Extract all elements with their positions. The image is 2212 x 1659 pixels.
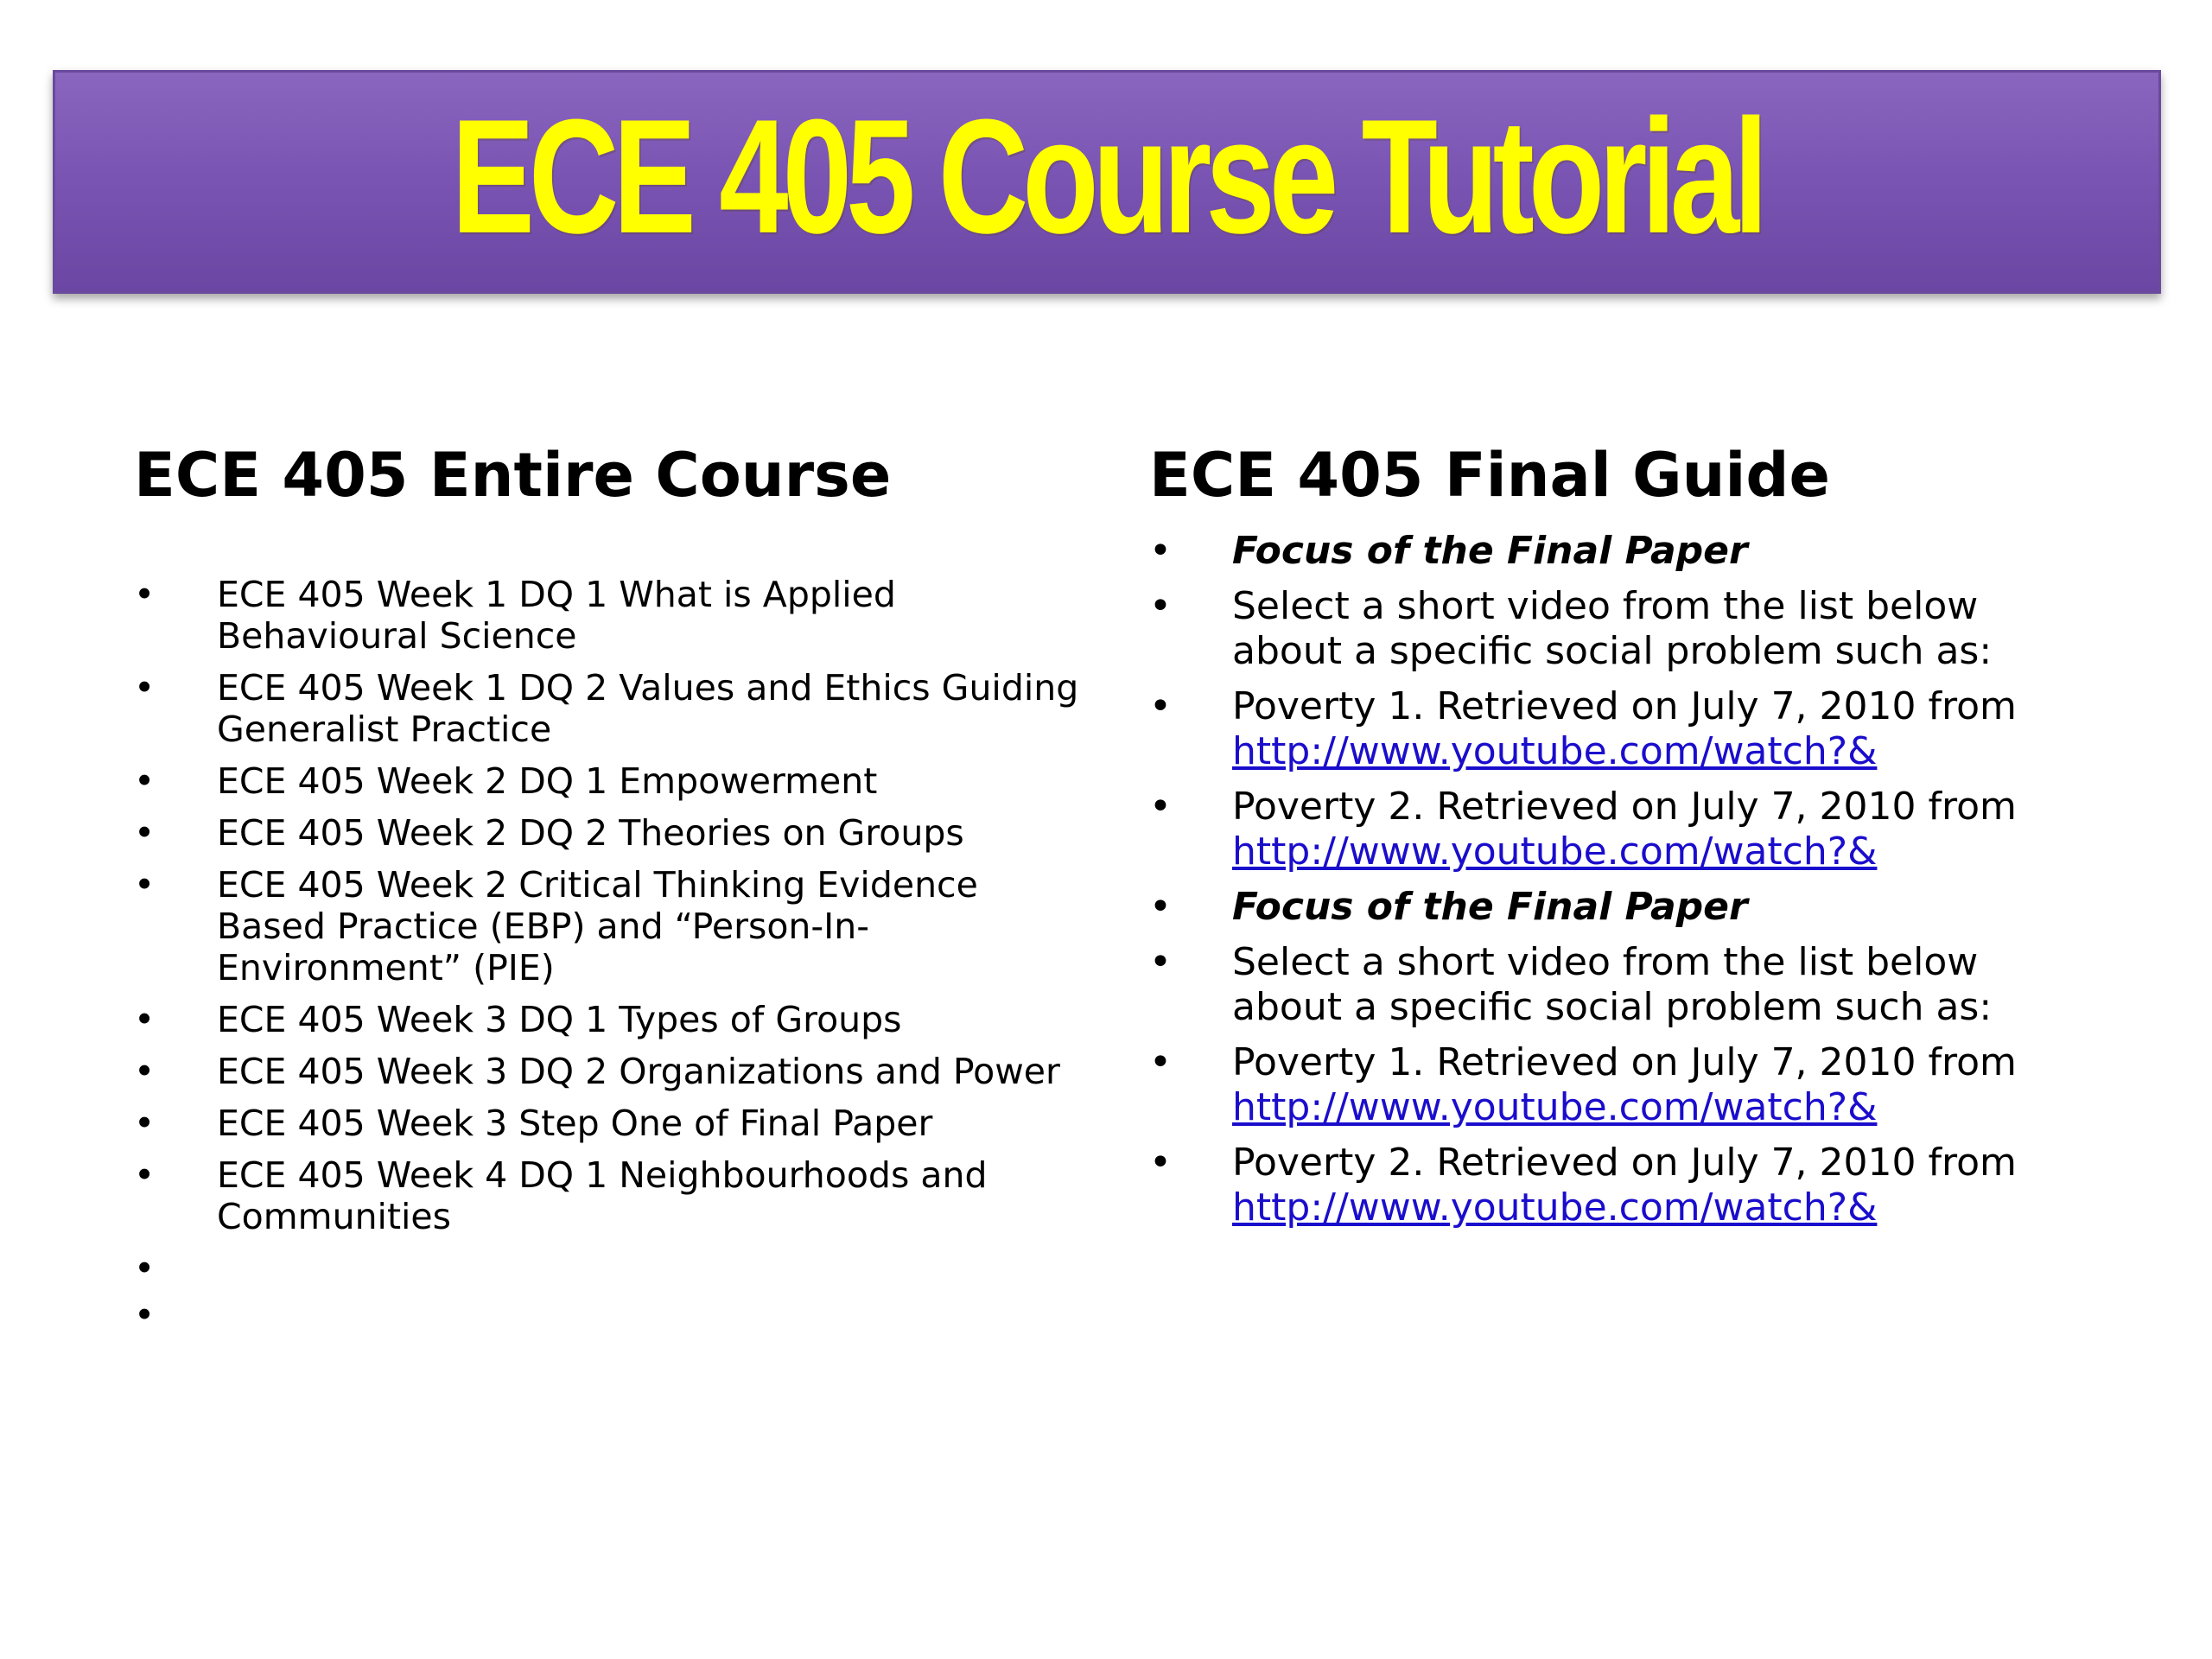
focus-heading: Focus of the Final Paper xyxy=(1232,885,1748,929)
list-item xyxy=(134,1051,1102,1092)
list-item xyxy=(1149,885,2100,930)
bullet-icon: • xyxy=(134,864,156,906)
bullet-icon: • xyxy=(134,667,156,709)
bullet-icon: • xyxy=(134,1051,156,1092)
list-item xyxy=(1149,1141,2100,1230)
page-title: ECE 405 Course Tutorial xyxy=(451,85,1763,268)
list-item xyxy=(1149,785,2100,874)
final-guide-heading: ECE 405 Final Guide xyxy=(1149,440,1830,511)
bullet-icon: • xyxy=(134,1154,156,1196)
bullet-icon: • xyxy=(134,1248,156,1289)
list-item-text: Select a short video from the list below about a specific social problem such as: xyxy=(1232,940,1993,1029)
bullet-icon: • xyxy=(1149,1141,1172,1185)
list-item-text: ECE 405 Week 3 Step One of Final Paper xyxy=(217,1103,933,1144)
bullet-icon: • xyxy=(134,999,156,1040)
list-item-text: ECE 405 Week 2 Critical Thinking Evidence Based Practice (EBP) and “Person-In- Environment” (PIE) xyxy=(217,864,978,988)
list-item xyxy=(1149,684,2100,774)
entire-course-column xyxy=(134,432,1102,1341)
final-guide-column xyxy=(1149,432,2100,1241)
youtube-link[interactable]: http://www.youtube.com/watch?& xyxy=(1232,1185,1878,1230)
entire-course-list xyxy=(134,574,1102,1336)
empty-list-item xyxy=(134,1294,1102,1336)
bullet-icon: • xyxy=(134,1103,156,1144)
list-item-text: Select a short video from the list below about a specific social problem such as: xyxy=(1232,584,1993,673)
list-item xyxy=(1149,1040,2100,1130)
list-item xyxy=(134,999,1102,1040)
bullet-icon: • xyxy=(1149,529,1172,573)
entire-course-heading: ECE 405 Entire Course xyxy=(134,440,892,511)
list-item xyxy=(134,667,1102,750)
list-item-text: ECE 405 Week 3 DQ 1 Types of Groups xyxy=(217,999,902,1040)
bullet-icon: • xyxy=(1149,885,1172,929)
final-guide-list xyxy=(1149,529,2100,1230)
bullet-icon: • xyxy=(1149,940,1172,984)
bullet-icon: • xyxy=(1149,584,1172,628)
bullet-icon: • xyxy=(134,760,156,802)
youtube-link[interactable]: http://www.youtube.com/watch?& xyxy=(1232,1085,1878,1129)
list-item xyxy=(1149,584,2100,674)
bullet-icon: • xyxy=(1149,684,1172,728)
list-item-text: ECE 405 Week 4 DQ 1 Neighbourhoods and Communities xyxy=(217,1154,988,1237)
list-item-text: Poverty 2. Retrieved on July 7, 2010 from xyxy=(1232,1141,2017,1185)
list-item-text: ECE 405 Week 3 DQ 2 Organizations and Power xyxy=(217,1051,1060,1092)
list-item xyxy=(134,574,1102,657)
youtube-link[interactable]: http://www.youtube.com/watch?& xyxy=(1232,729,1878,773)
focus-heading: Focus of the Final Paper xyxy=(1232,529,1748,573)
list-item-text: ECE 405 Week 2 DQ 1 Empowerment xyxy=(217,760,878,802)
bullet-icon: • xyxy=(134,1294,156,1336)
list-item-text: Poverty 1. Retrieved on July 7, 2010 from xyxy=(1232,1040,2017,1084)
list-item xyxy=(1149,529,2100,574)
list-item-text: ECE 405 Week 2 DQ 2 Theories on Groups xyxy=(217,812,964,854)
list-item-text: Poverty 2. Retrieved on July 7, 2010 from xyxy=(1232,785,2017,829)
title-banner xyxy=(53,70,2161,294)
list-item-text: Poverty 1. Retrieved on July 7, 2010 from xyxy=(1232,684,2017,728)
list-item xyxy=(134,760,1102,802)
list-item xyxy=(134,864,1102,988)
bullet-icon: • xyxy=(134,812,156,854)
youtube-link[interactable]: http://www.youtube.com/watch?& xyxy=(1232,830,1878,874)
list-item xyxy=(134,1154,1102,1237)
list-item-text: ECE 405 Week 1 DQ 2 Values and Ethics Guiding Generalist Practice xyxy=(217,667,1079,750)
list-item xyxy=(1149,940,2100,1030)
bullet-icon: • xyxy=(1149,1040,1172,1084)
empty-list-item xyxy=(134,1248,1102,1289)
list-item-text: ECE 405 Week 1 DQ 1 What is Applied Behavioural Science xyxy=(217,574,896,657)
list-item xyxy=(134,1103,1102,1144)
bullet-icon: • xyxy=(1149,785,1172,829)
list-item xyxy=(134,812,1102,854)
bullet-icon: • xyxy=(134,574,156,615)
